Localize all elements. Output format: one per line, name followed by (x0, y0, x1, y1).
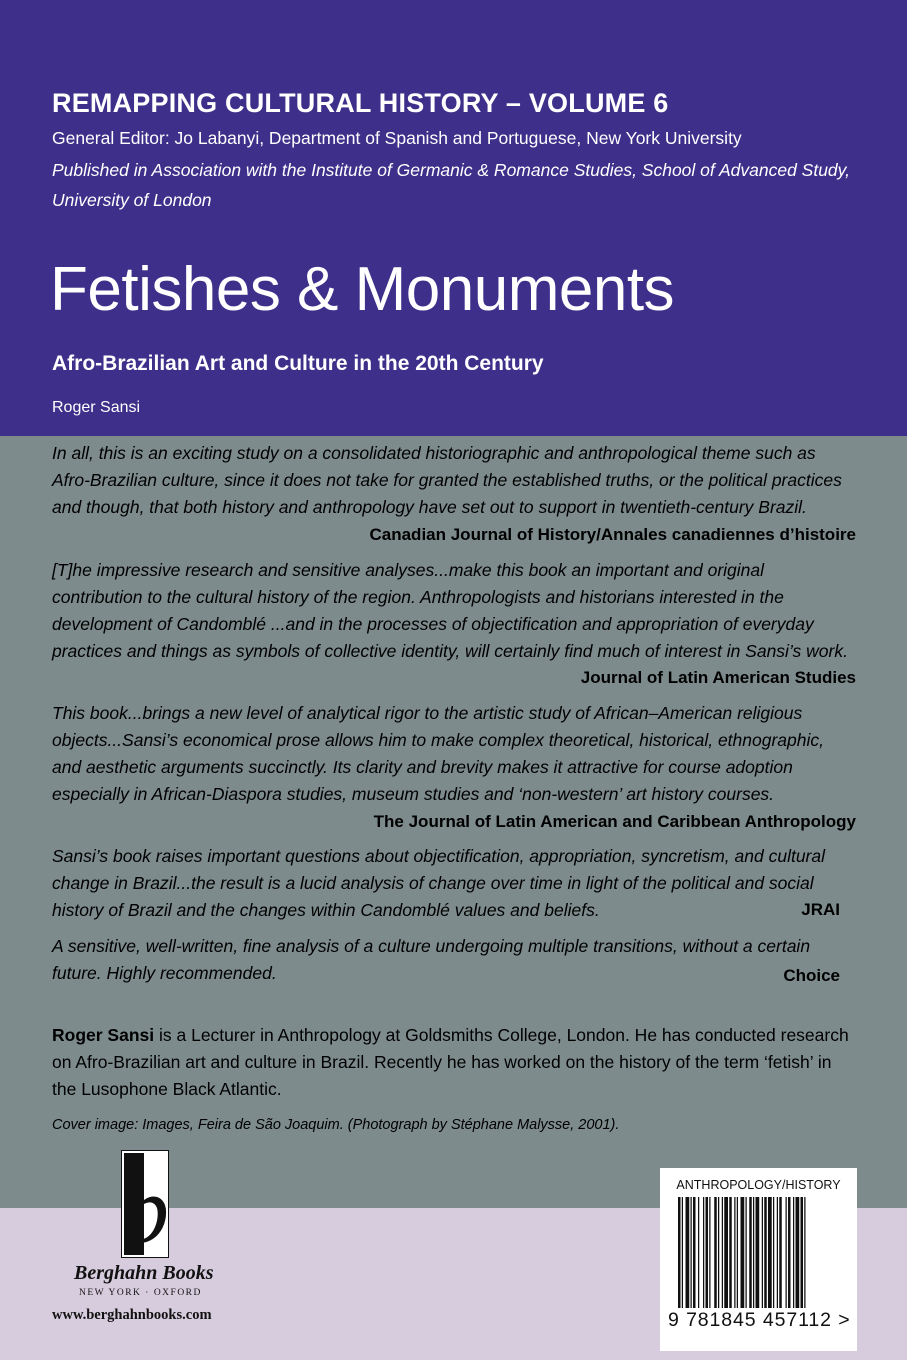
review-text: [T]he impressive research and sensitive analyses...make this book an important and original contribution to the cultural history of the region. Anthropologists and historians interested in the development of Candomblé ...and in the processes of objectification and appropriation of everyday practices and things as symbols of collective identity, will certainly find much of interest in Sansi’s work. (52, 560, 848, 661)
cover-credit: Cover image: Images, Feira de São Joaquim. (Photograph by Stéphane Malysse, 2001). (52, 1117, 620, 1133)
review-text: A sensitive, well-written, fine analysis of a culture undergoing multiple transitions, without a certain future. Highly recommended. (52, 936, 811, 983)
barcode-bar (773, 1197, 774, 1308)
review-source: Choice (783, 966, 840, 985)
barcode-bar (706, 1197, 709, 1308)
barcode-bar (682, 1197, 683, 1308)
barcode-bar (734, 1197, 735, 1308)
barcode-bar (749, 1197, 752, 1308)
barcode-bar (722, 1197, 723, 1308)
general-editor: General Editor: Jo Labanyi, Department of Spanish and Portuguese, New York University (52, 128, 742, 148)
review-source: JRAI (801, 900, 840, 919)
author-bio (52, 1022, 858, 1103)
review-quote (52, 843, 856, 924)
barcode-bar (746, 1197, 747, 1308)
barcode-bar (756, 1197, 760, 1308)
barcode-bar (686, 1197, 690, 1308)
review-quote (52, 933, 856, 987)
publisher-url[interactable]: www.berghahnbooks.com (52, 1307, 212, 1323)
barcode-bar (753, 1197, 754, 1308)
review-text: In all, this is an exciting study on a consolidated historiographic and anthropological theme such as Afro-Brazilian culture, since it does not take for granted the established truths, or the political practices and though, that both history and anthropology have set out to support in twentieth-century Brazil. (52, 443, 842, 517)
review-quote (52, 440, 856, 521)
barcode-panel (660, 1168, 857, 1351)
review-text: Sansi’s book raises important questions about objectification, appropriation, syncretism, and cultural change in Brazil...the result is a lucid analysis of change over time in light of the political and social history of Brazil and the changes within Candomblé values and beliefs. (52, 846, 826, 920)
barcode-bar (741, 1197, 745, 1308)
author-bio-name: Roger Sansi (52, 1025, 155, 1045)
barcode-bar (777, 1197, 778, 1308)
review-quote (52, 557, 856, 665)
berghahn-b-logo-icon (121, 1150, 169, 1258)
book-subtitle: Afro-Brazilian Art and Culture in the 20th Century (52, 352, 544, 375)
barcode-bar (718, 1197, 719, 1308)
barcode-bar (793, 1197, 794, 1308)
association-note: Published in Association with the Institute of Germanic & Romance Studies, School of Advanced Study, University of London (52, 160, 850, 210)
barcode-bar (714, 1197, 717, 1308)
barcode-bar (693, 1197, 696, 1308)
barcode-bar (678, 1197, 681, 1308)
barcode-bar (788, 1197, 791, 1308)
barcode-bar (724, 1197, 728, 1308)
barcode-bar (768, 1197, 772, 1308)
barcode-bar (703, 1197, 704, 1308)
review-source: Journal of Latin American Studies (580, 668, 856, 687)
review-text: This book...brings a new level of analytical rigor to the artistic study of African–American religious objects...Sansi’s economical prose allows him to make complex theoretical, historical, ethnographic, and aesthetic arguments succinctly. Its clarity and brevity makes it attractive for course adoption especially in African-Diaspora studies, museum studies and ‘non-western’ art history courses. (52, 703, 824, 804)
barcode-bar (796, 1197, 800, 1308)
author-bio-text: is a Lecturer in Anthropology at Goldsmiths College, London. He has conducted research on Afro-Brazilian art and culture in Brazil. Recently he has worked on the history of the term ‘fetish’ in the Lusophone Black Atlantic. (52, 1025, 849, 1099)
barcode-bar (737, 1197, 738, 1308)
isbn-barcode (678, 1197, 844, 1308)
barcode-bar (801, 1197, 804, 1308)
series-title: REMAPPING CULTURAL HISTORY – VOLUME 6 (52, 88, 669, 118)
barcode-bar (804, 1197, 805, 1308)
review-quote (52, 700, 856, 808)
book-author: Roger Sansi (52, 399, 141, 416)
barcode-bar (786, 1197, 787, 1308)
book-title: Fetishes & Monuments (50, 255, 675, 324)
svg-text:b: b (121, 1156, 169, 1258)
publisher-name: Berghahn Books (74, 1262, 214, 1284)
review-source: The Journal of Latin American and Caribbean Anthropology (373, 812, 856, 831)
barcode-bar (709, 1197, 710, 1308)
barcode-bar (691, 1197, 692, 1308)
isbn-number: 9 781845 457112 > (668, 1309, 851, 1331)
subject-category: ANTHROPOLOGY/HISTORY (676, 1178, 841, 1192)
barcode-bar (729, 1197, 732, 1308)
publisher-place: NEW YORK · OXFORD (79, 1288, 202, 1298)
barcode-bar (762, 1197, 763, 1308)
header-panel (0, 0, 907, 436)
review-source: Canadian Journal of History/Annales canadiennes d’histoire (369, 525, 856, 544)
barcode-bar (779, 1197, 782, 1308)
barcode-bar (764, 1197, 767, 1308)
barcode-bar (698, 1197, 699, 1308)
